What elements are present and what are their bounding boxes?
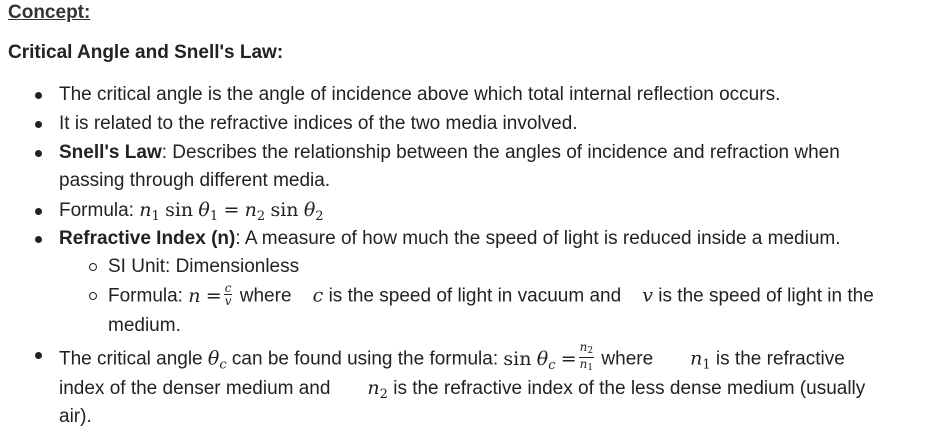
sub-bullet-circle [89, 292, 97, 300]
critical-angle-formula: $\sin \theta_c$ = $\frac{n2}{n1}$ [503, 340, 594, 373]
bullet-dot [35, 352, 42, 359]
snell-formula: $n_1$ $\sin \theta_1 = n_2$ $\sin \theta_2$ [139, 199, 324, 224]
section-title: Critical Angle and Snell's Law: [8, 42, 284, 63]
bullet-snell-formula: Formula: $n_1$ $\sin \theta_1 = n_2$ $\sin \theta_2$ [59, 199, 324, 224]
sub-bullet-refractive-formula: Formula: n = $\frac{c}{v}$ where c is the speed of light in vacuum and v is the speed of light in the [108, 281, 874, 308]
bullet-dot [35, 92, 42, 99]
refractive-formula-continuation: medium. [108, 315, 181, 336]
bullet-refractive-index [59, 228, 841, 250]
refractive-index-term: Refractive Index (n) [59, 228, 236, 249]
bullet-dot [35, 150, 42, 157]
bullet-dot [35, 208, 42, 215]
bullet-refractive-indices: It is related to the refractive indices of the two media involved. [59, 113, 578, 134]
bullet-dot [35, 121, 42, 128]
bullet-snells-law [59, 142, 840, 164]
snells-law-description: : Describes the relationship between the angles of incidence and refraction when [161, 142, 840, 163]
refractive-index-description: : A measure of how much the speed of light is reduced inside a medium. [235, 228, 841, 249]
bullet-dot [35, 236, 42, 243]
critical-angle-continuation-1: index of the denser medium and $n_2$ is the refractive index of the less dense medium (usually [59, 377, 866, 402]
sub-bullet-si-unit: SI Unit: Dimensionless [108, 256, 300, 277]
snells-law-term: Snell's Law [59, 142, 162, 163]
sub-bullet-circle [89, 263, 97, 271]
snells-law-continuation: passing through different media. [59, 170, 331, 191]
bullet-critical-angle-definition: The critical angle is the angle of incidence above which total internal reflection occurs. [59, 84, 781, 105]
concept-heading: Concept: [8, 2, 91, 23]
critical-angle-continuation-2: air). [59, 406, 92, 427]
bullet-critical-angle-formula: The critical angle $\theta_c$ can be found using the formula: $\sin \theta_c$ = $\frac{n2}{n1}$ where $n_1$ is the refractive [59, 340, 845, 373]
refractive-index-formula: n = $\frac{c}{v}$ [188, 281, 232, 308]
